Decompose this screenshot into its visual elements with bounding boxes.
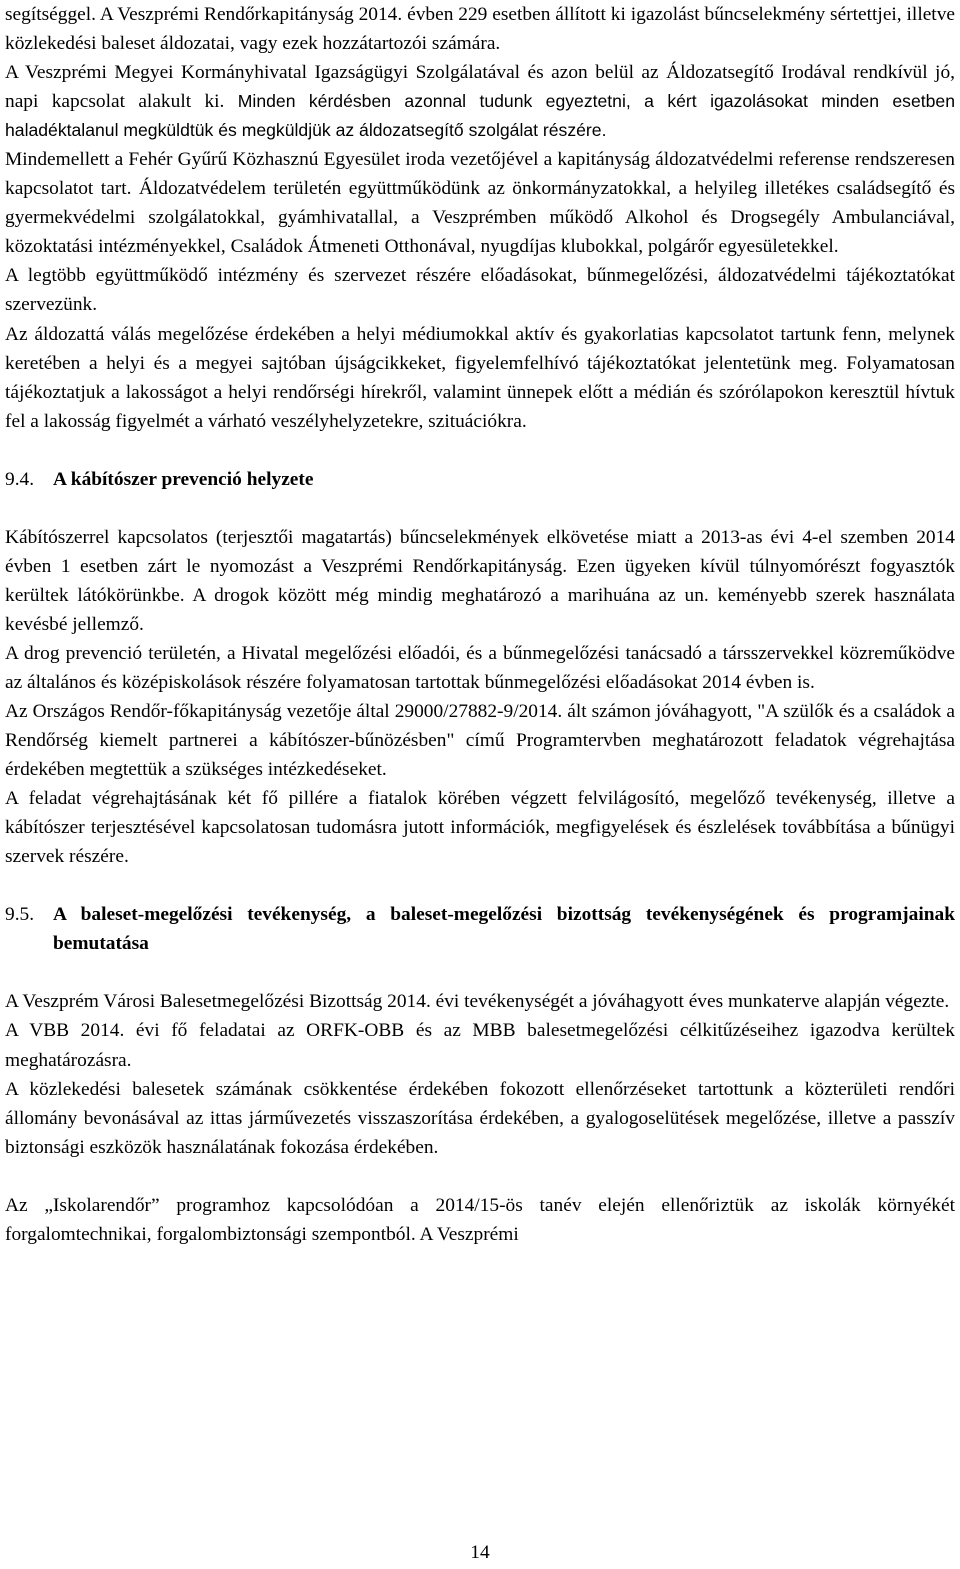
paragraph-text-sans: Minden kérdésben azonnal tudunk egyeztetni, a kért igazolásokat minden esetben haladéktalanul megküldtük és megküldjük az áldozatsegítő szolgálat részére. xyxy=(5,91,955,141)
spacer xyxy=(5,436,955,465)
paragraph-programme-pillars: A feladat végrehajtásának két fő pillére a fiatalok körében végzett felvilágosító, megelőző tevékenység, illetve a kábítószer terjesztésével kapcsolatosan tudomásra jutott információk, megfigyelések és észlelések továbbítása a bűnügyi szervek részére. xyxy=(5,788,955,868)
section-number: 9.5. xyxy=(5,904,35,926)
paragraph-lectures: A legtöbb együttműködő intézmény és szervezet részére előadásokat, bűnmegelőzési, áldozatvédelmi tájékoztatókat szervezünk. xyxy=(5,265,955,316)
spacer xyxy=(5,871,955,900)
section-title: A baleset-megelőzési tevékenység, a baleset-megelőzési bizottság tevékenységének és programjainak bemutatása xyxy=(53,904,955,955)
spacer xyxy=(5,494,955,523)
paragraph-drug-crimes: Kábítószerrel kapcsolatos (terjesztői magatartás) bűncselekmények elkövetése miatt a 2013-as évi 4-el szemben 2014 évben 1 esetben zárt le nyomozást a Veszprémi Rendőrkapitányság. Ezen ügyeken kívül túlnyomórészt fogyasztók kerültek látókörünkbe. A drogok között még mindig meghatározó a marihuána az un. keményebb szerek használata kevésbé jellemző. xyxy=(5,526,955,635)
document-page xyxy=(5,0,955,1249)
paragraph-traffic-controls: A közlekedési balesetek számának csökkentése érdekében fokozott ellenőrzéseket tartottunk a közterületi rendőri állomány bevonásával az ittas járművezetés visszaszorítása érdekében, a gyalogoselütések megelőzése, illetve a passzív biztonsági eszközök használatának fokozása érdekében. xyxy=(5,1078,955,1158)
spacer xyxy=(5,1162,955,1191)
section-heading-accident-prevention xyxy=(5,900,955,958)
paragraph-text-serif: Mindemellett a Fehér Gyűrű Közhasznú Egyesület iroda vezetőjével a kapitányság áldozatvédelmi referense rendszeresen kapcsolatot tart. xyxy=(5,149,955,200)
spacer xyxy=(5,958,955,987)
section-title: A kábítószer prevenció helyzete xyxy=(53,468,314,490)
paragraph-school-police: Az „Iskolarendőr” programhoz kapcsolódóan a 2014/15-ös tanév elején ellenőriztük az iskolák környékét forgalomtechnikai, forgalombiztonsági szempontból. A Veszprémi xyxy=(5,1194,955,1245)
section-number: 9.4. xyxy=(5,468,35,490)
paragraph-media-prevention: Az áldozattá válás megelőzése érdekében a helyi médiumokkal aktív és gyakorlatias kapcsolatot tartunk fenn, melynek keretében a helyi és a megyei sajtóban újságcikkeket, figyelemfelhívó tájékoztatókat jelentetünk meg. Folyamatosan tájékoztatjuk a lakosságot a helyi rendőrségi hírekről, valamint ünnepek előtt a médián és szórólapokon keresztül hívtuk fel a lakosság figyelmét a várható veszélyhelyzetekre, szituációkra. xyxy=(5,323,955,432)
paragraph-text-serif-continued: Áldozatvédelem területén együttműködünk az önkormányzatokkal, a helyileg illetékes családsegítő és gyermekvédelmi szolgálatokkal, gyámhivatallal, a Veszprémben működő Alkohol és Drogsegély Ambulanciával, közoktatási intézményekkel, Családok Átmeneti Otthonával, nyugdíjas klubokkal, polgárőr egyesületekkel. xyxy=(5,178,955,258)
paragraph-white-ring-cooperation xyxy=(5,145,955,261)
paragraph-vbb-workplan: A Veszprém Városi Balesetmegelőzési Bizottság 2014. évi tevékenységét a jóváhagyott éves munkaterve alapján végezte. xyxy=(5,991,950,1013)
paragraph-victim-certificates: segítséggel. A Veszprémi Rendőrkapitányság 2014. évben 229 esetben állított ki igazolást bűncselekmény sértettjei, illetve közlekedési baleset áldozatai, vagy ezek hozzátartozói számára. xyxy=(5,4,955,55)
paragraph-orfk-programme: Az Országos Rendőr-főkapitányság vezetője által 29000/27882-9/2014. ált számon jóváhagyott, "A szülők és a családok a Rendőrség kiemelt partnerei a kábítószer-bűnözésben" című Programtervben meghatározott feladatok végrehajtása érdekében megtettük a szükséges intézkedéseket. xyxy=(5,701,955,781)
paragraph-vbb-tasks: A VBB 2014. évi fő feladatai az ORFK-OBB és az MBB balesetmegelőzési célkitűzéseihez igazodva kerültek meghatározásra. xyxy=(5,1020,955,1071)
page-number: 14 xyxy=(470,1542,490,1563)
paragraph-government-office-cooperation xyxy=(5,58,955,145)
paragraph-drug-prevention-lectures: A drog prevenció területén, a Hivatal megelőzési előadói, és a bűnmegelőzési tanácsadó a társszervekkel közreműködve az általános és középiskolások részére folyamatosan tartottak bűnmegelőzési előadásokat 2014 évben is. xyxy=(5,642,955,693)
paragraph-text-serif: A Veszprémi Megyei Kormányhivatal Igazságügyi Szolgálatával és azon belül az Áldozatsegítő Irodával rendkívül jó, napi kapcsolat alakult ki. xyxy=(5,62,955,113)
section-heading-drug-prevention xyxy=(5,465,955,494)
